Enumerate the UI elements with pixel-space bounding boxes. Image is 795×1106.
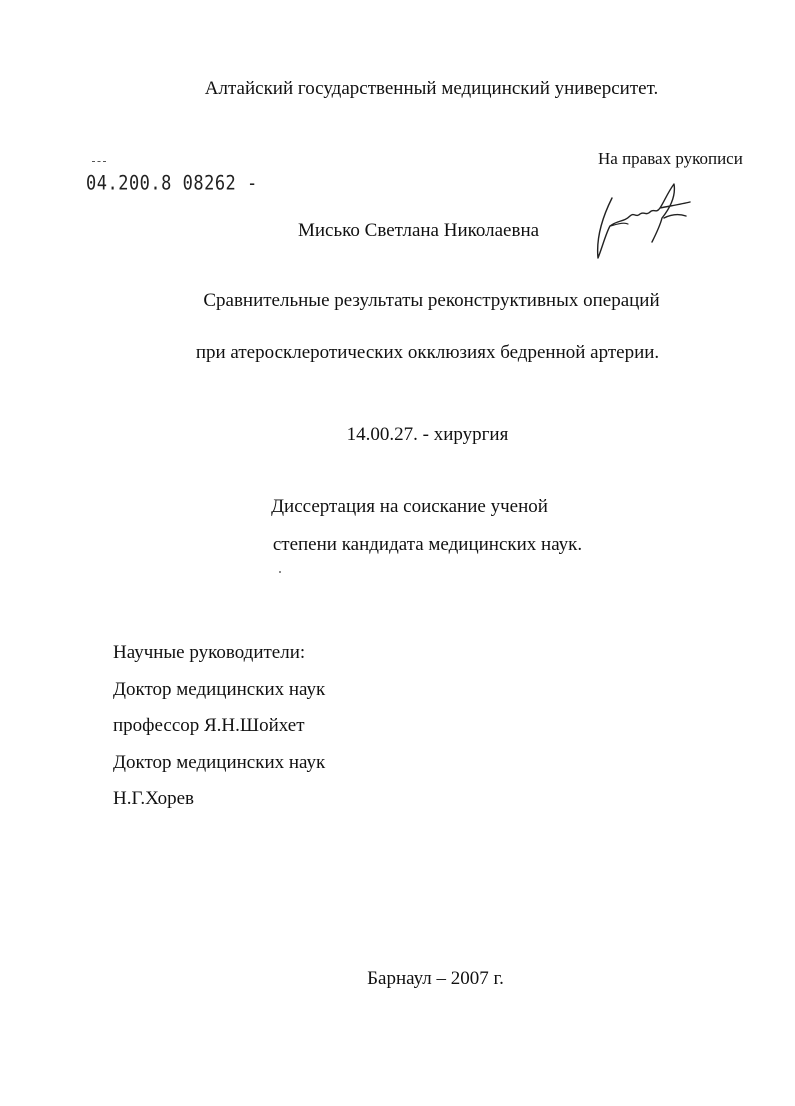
scan-speck (279, 571, 281, 573)
supervisors-heading: Научные руководители: (113, 642, 306, 663)
signature-icon (590, 178, 700, 263)
thesis-title-line-2: при атеросклеротических окклюзиях бедренной артерии. (195, 342, 660, 363)
thesis-title-line-1: Сравнительные результаты реконструктивных операций (203, 290, 660, 311)
specialty-code: 14.00.27. - хирургия (346, 424, 509, 445)
supervisor-line: Доктор медицинских наук (113, 751, 326, 773)
supervisor-line: Н.Г.Хорев (113, 788, 194, 809)
place-and-year: Барнаул – 2007 г. (367, 968, 504, 989)
supervisors-block (113, 642, 325, 825)
author-name: Мисько Светлана Николаевна (298, 220, 540, 241)
stamp-dash: - (236, 172, 258, 195)
university-name: Алтайский государственный медицинский университет. (204, 78, 659, 99)
registry-number: 04.200.8 08262 (86, 172, 237, 195)
dissertation-line-2: степени кандидата медицинских наук. (272, 534, 583, 555)
supervisor-line: Доктор медицинских наук (113, 678, 326, 700)
supervisor-line: профессор Я.Н.Шойхет (113, 715, 305, 736)
stamp-mark (92, 161, 106, 164)
manuscript-rights-note: На правах рукописи (598, 149, 743, 168)
registry-stamp (86, 172, 258, 195)
dissertation-line-1: Диссертация на соискание ученой (271, 496, 548, 517)
